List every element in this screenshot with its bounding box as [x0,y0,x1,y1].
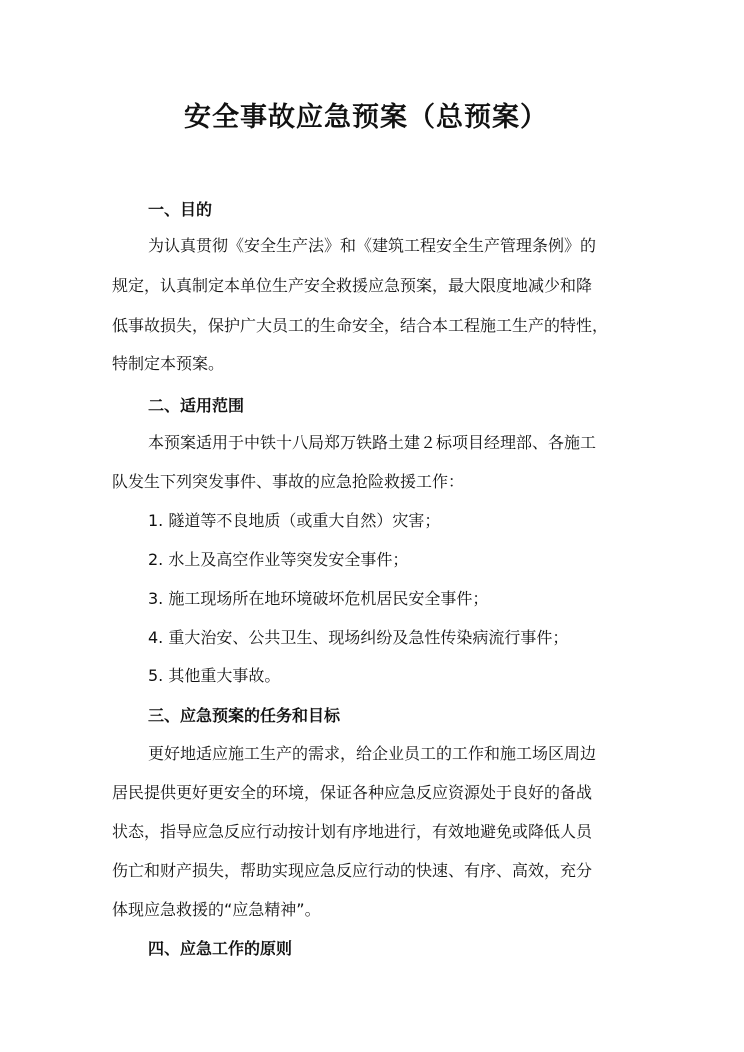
section-heading-principles: 四、应急工作的原则 [148,939,293,958]
section-heading-scope: 二、适用范围 [148,396,245,415]
paragraph-line: 居民提供更好更安全的环境，保证各种应急反应资源处于良好的备战 [112,783,593,802]
paragraph-line: 特制定本预案。 [112,354,225,373]
paragraph-line: 伤亡和财产损失，帮助实现应急反应行动的快速、有序、高效，充分 [112,861,593,880]
list-item: 2. 水上及高空作业等突发安全事件； [148,550,409,569]
list-item: 4. 重大治安、公共卫生、现场纠纷及急性传染病流行事件； [148,628,569,647]
document-title: 安全事故应急预案（总预案） [184,102,548,133]
list-item: 1. 隧道等不良地质（或重大自然）灾害； [148,511,441,530]
paragraph-line: 体现应急救援的“应急精神”。 [112,900,321,919]
paragraph-line: 规定，认真制定本单位生产安全救援应急预案，最大限度地减少和降 [112,276,593,295]
paragraph-line: 队发生下列突发事件、事故的应急抢险救援工作： [112,472,465,491]
paragraph-line: 本预案适用于中铁十八局郑万铁路土建２标项目经理部、各施工 [148,433,597,452]
paragraph-line: 低事故损失，保护广大员工的生命安全，结合本工程施工生产的特性， [112,316,609,335]
section-heading-tasks-goals: 三、应急预案的任务和目标 [148,706,341,725]
list-item: 5. 其他重大事故。 [148,666,281,685]
paragraph-line: 更好地适应施工生产的需求，给企业员工的工作和施工场区周边 [148,744,597,763]
list-item: 3. 施工现场所在地环境破坏危机居民安全事件； [148,589,489,608]
paragraph-line: 状态，指导应急反应行动按计划有序地进行，有效地避免或降低人员 [112,822,593,841]
paragraph-line: 为认真贯彻《安全生产法》和《建筑工程安全生产管理条例》的 [148,236,597,255]
section-heading-purpose: 一、目的 [148,200,213,219]
